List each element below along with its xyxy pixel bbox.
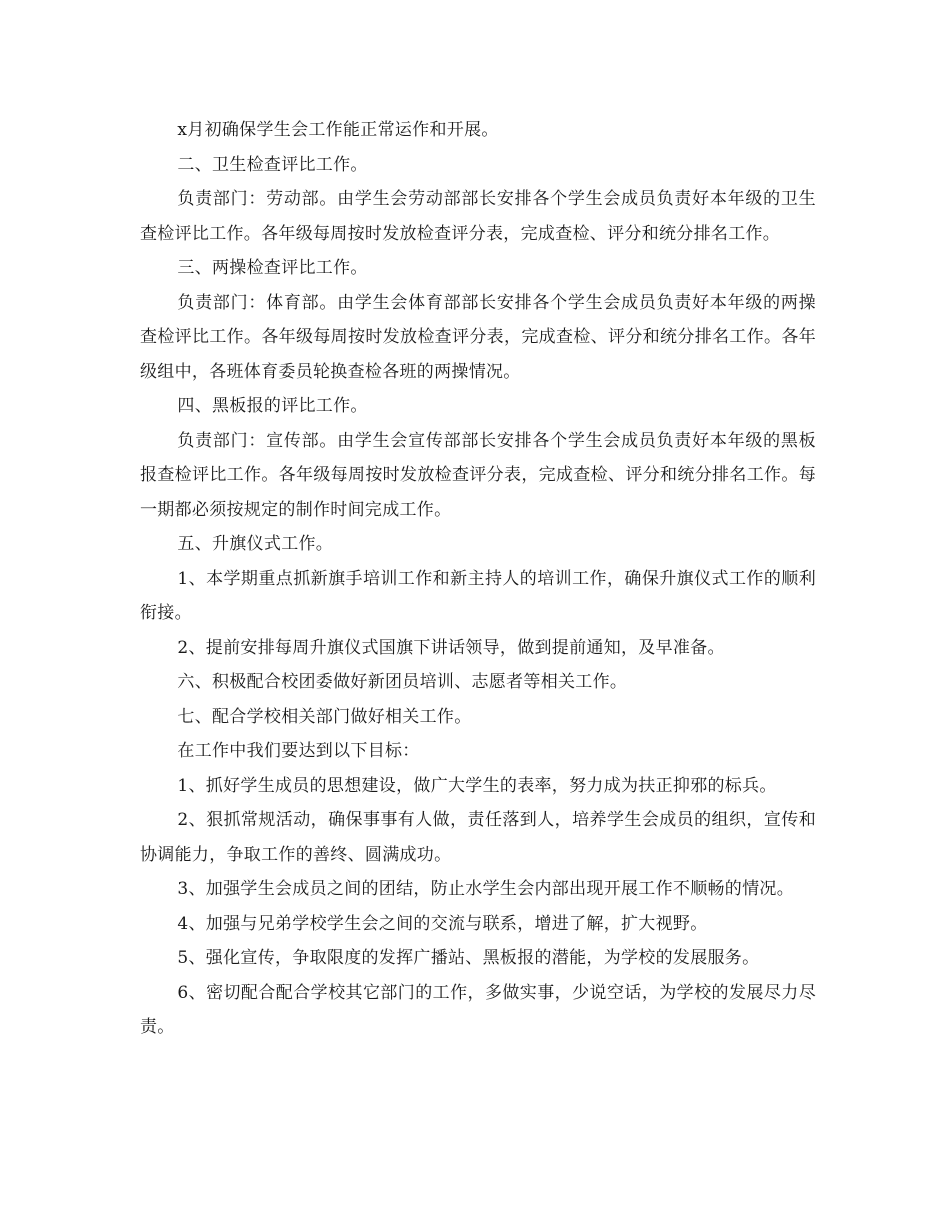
- paragraph-exercises: 负责部门：体育部。由学生会体育部部长安排各个学生会成员负责好本年级的两操查检评比工作。各年级每周按时发放检查评分表，完成查检、评分和统分排名工作。各年级组中，各班体育委员轮换查检各班的两操情况。: [140, 292, 816, 382]
- goals-intro: 在工作中我们要达到以下目标：: [177, 741, 420, 761]
- paragraph-blackboard: 负责部门：宣传部。由学生会宣传部部长安排各个学生会成员负责好本年级的黑板报查检评比工作。各年级每周按时发放检查评分表，完成查检、评分和统分排名工作。每一期都必须按规定的制作时间完成工作。: [140, 430, 816, 520]
- paragraph-hygiene: 负责部门：劳动部。由学生会劳动部部长安排各个学生会成员负责好本年级的卫生查检评比工作。各年级每周按时发放检查评分表，完成查检、评分和统分排名工作。: [140, 189, 816, 244]
- goal-item-3: 3、加强学生会成员之间的团结，防止水学生会内部出现开展工作不顺畅的情况。: [177, 879, 795, 899]
- goal-item-2: 2、狠抓常规活动，确保事事有人做，责任落到人，培养学生会成员的组织，宣传和协调能力，争取工作的善终、圆满成功。: [140, 810, 816, 865]
- paragraph-continuation: x月初确保学生会工作能正常运作和开展。: [177, 120, 499, 140]
- goal-item-6: 6、密切配合配合学校其它部门的工作，多做实事，少说空话，为学校的发展尽力尽责。: [140, 982, 816, 1037]
- list-item-flag-1: 1、本学期重点抓新旗手培训工作和新主持人的培训工作，确保升旗仪式工作的顺利衔接。: [140, 568, 816, 623]
- list-item-flag-2: 2、提前安排每周升旗仪式国旗下讲话领导，做到提前通知，及早准备。: [177, 637, 725, 658]
- section-heading-cooperation: 七、配合学校相关部门做好相关工作。: [177, 706, 472, 727]
- section-heading-youth-league: 六、积极配合校团委做好新团员培训、志愿者等相关工作。: [177, 672, 628, 692]
- section-heading-exercises: 三、两操检查评比工作。: [177, 258, 368, 278]
- document-body: [140, 113, 816, 1045]
- goal-item-1: 1、抓好学生成员的思想建设，做广大学生的表率，努力成为扶正抑邪的标兵。: [177, 775, 777, 796]
- goal-item-4: 4、加强与兄弟学校学生会之间的交流与联系，增进了解，扩大视野。: [177, 913, 708, 934]
- section-heading-flag-ceremony: 五、升旗仪式工作。: [177, 534, 334, 554]
- goal-item-5: 5、强化宣传，争取限度的发挥广播站、黑板报的潜能，为学校的发展服务。: [177, 948, 760, 968]
- section-heading-hygiene: 二、卫生检查评比工作。: [177, 154, 368, 175]
- section-heading-blackboard: 四、黑板报的评比工作。: [177, 396, 368, 416]
